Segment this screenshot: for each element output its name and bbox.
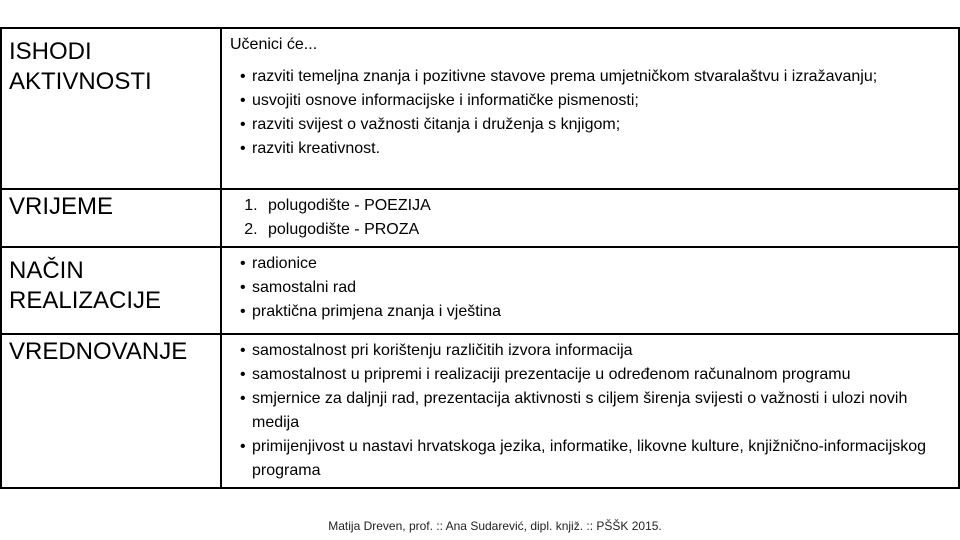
list-item: • razviti svijest o važnosti čitanja i druženja s knjigom; bbox=[230, 113, 950, 137]
list-item: • usvojiti osnove informacijske i informatičke pismenosti; bbox=[230, 89, 950, 113]
row-label-vrijeme: VRIJEME bbox=[9, 193, 114, 220]
list-item: • radionice bbox=[230, 252, 950, 276]
label-cell-nacin bbox=[1, 247, 221, 334]
row-nacin bbox=[1, 247, 959, 334]
content-cell-ishodi bbox=[221, 28, 959, 189]
list-item: • samostalnost u pripremi i realizaciji prezentacije u određenom računalnom programu bbox=[230, 363, 950, 387]
list-item: • smjernice za daljnji rad, prezentacija aktivnosti s ciljem širenja svijesti o važnosti i ulozi novih medija bbox=[230, 387, 950, 435]
label-cell-vrednovanje bbox=[1, 334, 221, 488]
list-item: 1. polugodište - POEZIJA bbox=[262, 194, 950, 218]
list-item: • samostalni rad bbox=[230, 276, 950, 300]
nacin-list bbox=[230, 252, 950, 324]
ishodi-list bbox=[230, 65, 950, 161]
list-item: 2. polugodište - PROZA bbox=[262, 218, 950, 242]
row-ishodi bbox=[1, 28, 959, 189]
vrijeme-list bbox=[230, 194, 950, 242]
content-cell-nacin bbox=[221, 247, 959, 334]
row-vrednovanje bbox=[1, 334, 959, 488]
vrednovanje-list bbox=[230, 339, 950, 483]
row-vrijeme bbox=[1, 189, 959, 247]
list-item: • praktična primjena znanja i vještina bbox=[230, 300, 950, 324]
list-item: • samostalnost pri korištenju različitih izvora informacija bbox=[230, 339, 950, 363]
row-label-nacin bbox=[2, 248, 220, 316]
intro-text: Učenici će... bbox=[230, 36, 318, 53]
row-label-nacin-line1: NAČIN bbox=[9, 257, 84, 284]
content-cell-vrednovanje bbox=[221, 334, 959, 488]
list-item: • razviti kreativnost. bbox=[230, 137, 950, 161]
row-label-ishodi-line2: AKTIVNOSTI bbox=[9, 68, 152, 95]
list-item: • primijenjivost u nastavi hrvatskoga jezika, informatike, likovne kulture, knjižnično-informacijskog programa bbox=[230, 435, 950, 483]
row-label-ishodi-line1: ISHODI bbox=[9, 38, 92, 65]
list-item: • razviti temeljna znanja i pozitivne stavove prema umjetničkom stvaralaštvu i izražavanju; bbox=[230, 65, 950, 89]
row-label-vrednovanje: VREDNOVANJE bbox=[9, 338, 188, 365]
footer-credits: Matija Dreven, prof. :: Ana Sudarević, dipl. knjiž. :: PŠŠK 2015. bbox=[328, 519, 662, 533]
row-label-ishodi bbox=[2, 29, 220, 97]
label-cell-ishodi bbox=[1, 28, 221, 189]
outcomes-table bbox=[0, 27, 960, 489]
label-cell-vrijeme bbox=[1, 189, 221, 247]
row-label-nacin-line2: REALIZACIJE bbox=[9, 287, 162, 314]
content-cell-vrijeme bbox=[221, 189, 959, 247]
